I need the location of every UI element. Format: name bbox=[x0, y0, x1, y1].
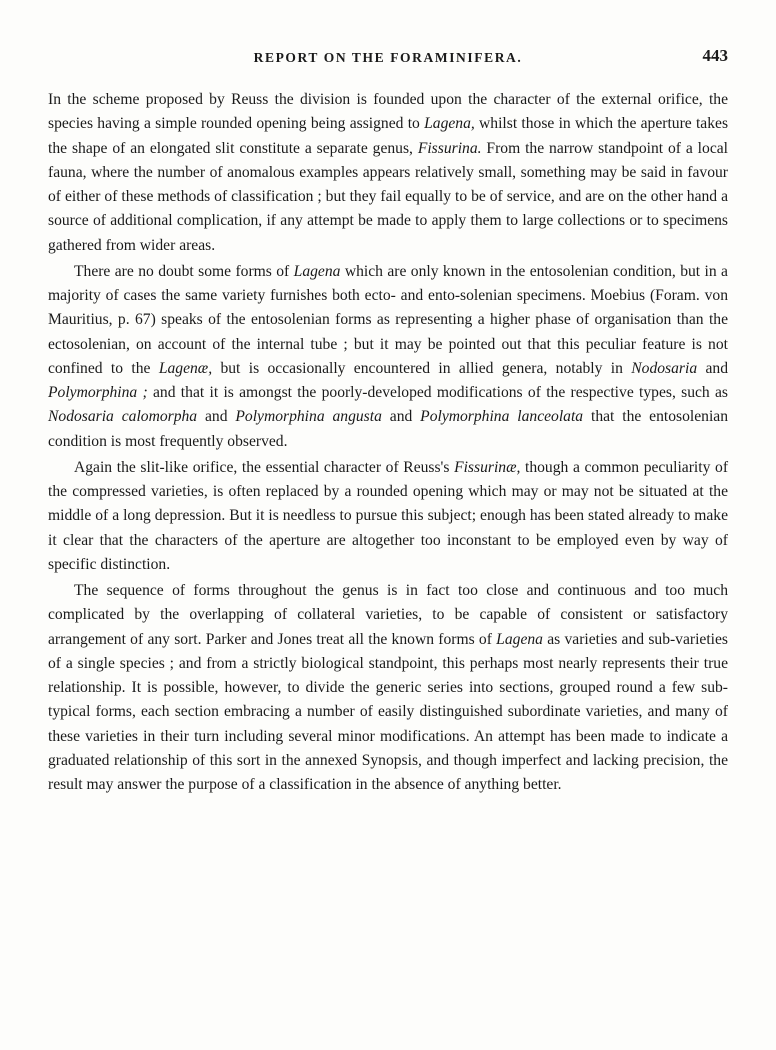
italic-term: Lagena bbox=[496, 630, 543, 648]
text-run: In the scheme proposed by Reuss the division is founded upon the character of the external orifice, the species having a simple rounded opening being assigned to bbox=[48, 91, 728, 133]
text-run: though a common peculiarity of the compressed varieties, is often replaced by a rounded opening which may or may not be situated at the middle of a long depression. But it is needless to pursue this subject; enough has been stated already to make it clear that the characters of the aperture are altogether too inconstant to be employed even by way of specific distinction. bbox=[48, 458, 729, 573]
page-number: 443 bbox=[702, 46, 728, 65]
body-text bbox=[48, 88, 728, 797]
italic-term: Polymorphina ; bbox=[48, 384, 148, 401]
paragraph-1 bbox=[48, 88, 728, 258]
text-run: From the narrow standpoint of a local fauna, where the number of anomalous examples appears relatively small, something may be said in favour of either of these methods of classification ; but they fail equally to be of service, and are on the other hand a source of additional complication, if any attempt be made to apply them to large collections or to specimens gathered from wider areas. bbox=[48, 139, 728, 254]
paragraph-2 bbox=[48, 260, 728, 454]
text-run: but is occasionally encountered in allied genera, notably in bbox=[212, 359, 632, 377]
italic-term: Lagena bbox=[293, 262, 341, 280]
text-run: whilst those in which the aperture takes the shape of an elongated slit constitute a separate genus, bbox=[48, 115, 729, 157]
text-run: The sequence of forms throughout the genus is in fact too close and continuous and too much complicated by the overlapping of collateral varieties, to be capable of consistent or satisfactory arrangement of any sort. Parker and Jones treat all the known forms of bbox=[48, 582, 728, 648]
italic-term: Lagena, bbox=[424, 115, 475, 133]
italic-term: Nodosaria bbox=[631, 359, 698, 377]
running-title: REPORT ON THE FORAMINIFERA. bbox=[253, 50, 523, 65]
italic-term: Polymorphina lanceolata bbox=[420, 408, 584, 426]
text-run: and bbox=[381, 408, 421, 426]
italic-term: Nodosaria calomorpha bbox=[48, 408, 198, 426]
running-head bbox=[48, 46, 728, 70]
italic-term: Polymorphina angusta bbox=[235, 408, 382, 426]
italic-term: Fissurinæ, bbox=[454, 458, 521, 476]
italic-term: Lagenæ, bbox=[158, 359, 213, 377]
paragraph-3 bbox=[48, 456, 728, 577]
text-run: Again the slit-like orifice, the essential character of Reuss's bbox=[74, 458, 455, 476]
italic-term: Fissurina. bbox=[417, 139, 482, 157]
text-run: as varieties and sub-varieties of a single species ; and from a strictly biological standpoint, this perhaps most nearly represents their true relationship. It is possible, however, to divide the generic series into sections, grouped round a few sub-typical forms, each section embracing a number of easily distinguished subordinate varieties, and many of these varieties in their turn including several minor modifications. An attempt has been made to indicate a graduated relationship of this sort in the annexed Synopsis, and though imperfect and lacking precision, the result may answer the purpose of a classification in the absence of anything better. bbox=[48, 630, 729, 793]
text-run: There are no doubt some forms of bbox=[74, 262, 294, 280]
text-run: and bbox=[697, 359, 728, 377]
text-run: and bbox=[197, 408, 236, 426]
paragraph-4 bbox=[48, 579, 728, 797]
text-run: and that it is amongst the poorly-developed modifications of the respective types, such as bbox=[147, 384, 728, 401]
text-run: which are only known in the entosolenian condition, but in a majority of cases the same variety furnishes both ecto- and ento-solenian specimens. Moebius (Foram. von Mauritius, p. 67) speaks of the entosolenian forms as representing a higher phase of organisation than the ectosolenian, on account of the internal tube ; but it may be pointed out that this peculiar feature is not confined to the bbox=[48, 262, 728, 377]
text-run: that the entosolenian condition is most frequently observed. bbox=[48, 408, 729, 450]
